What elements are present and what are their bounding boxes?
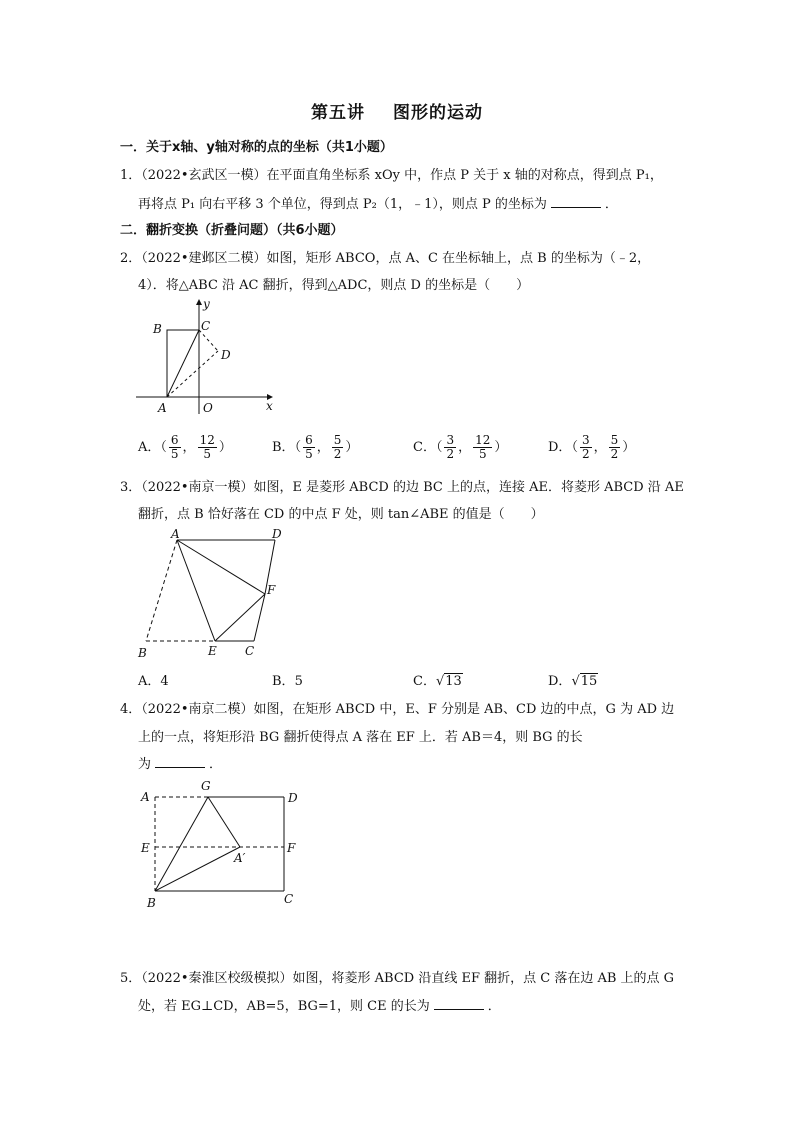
- q1-line1: 1．（2022•玄武区一模）在平面直角坐标系 xOy 中，作点 P 关于 x 轴的对称点，得到点 P₁，: [120, 168, 663, 183]
- q3-label-c: C: [245, 644, 255, 658]
- section-heading-2: 二．翻折变换（折叠问题）（共6小题）: [120, 223, 344, 238]
- q3-option-a-letter: A．: [138, 674, 161, 689]
- q3-label-b: B: [138, 646, 147, 660]
- q2-label-a: A: [158, 401, 167, 415]
- q3-option-b[interactable]: [272, 670, 303, 689]
- q3-segment-ef: [215, 594, 265, 641]
- q4-answer-blank[interactable]: [155, 755, 205, 768]
- q2-option-c[interactable]: C．（ $\frac{3}{2}$ ， $\frac{12}{5}$ ）: [413, 433, 508, 461]
- q2-option-d-letter: D．: [548, 440, 572, 455]
- q4-label-d: D: [288, 791, 298, 805]
- q2-option-c-frac1: $\frac{3}{2}$: [446, 433, 455, 461]
- q2-option-b-letter: B．: [272, 440, 295, 455]
- q2-option-a[interactable]: A．（ $\frac{6}{5}$ ， $\frac{12}{5}$ ）: [138, 433, 232, 461]
- q3-option-d-sqrt: √15: [571, 674, 598, 689]
- q2-label-c: C: [201, 319, 211, 333]
- q4-line3-text: 为: [138, 757, 152, 772]
- q2-label-x: x: [266, 399, 273, 413]
- q2-line2: 4）．将△ABC 沿 AC 翻折，得到△ADC，则点 D 的坐标是（ ）: [138, 278, 530, 293]
- q4-label-e: E: [141, 841, 150, 855]
- q2-option-b-frac1: $\frac{6}{5}$: [305, 433, 313, 461]
- q2-option-a-frac2: $\frac{12}{5}$: [199, 433, 215, 461]
- q3-label-a: A: [171, 527, 180, 541]
- q2-option-d[interactable]: D．（ $\frac{3}{2}$ ， $\frac{5}{2}$ ）: [548, 433, 636, 461]
- q4-label-b: B: [147, 896, 156, 910]
- q2-option-a-letter: A．: [138, 440, 161, 455]
- q4-line3-end: ．: [209, 757, 223, 772]
- q5-line2: [138, 995, 501, 1014]
- q4-figure: [134, 776, 304, 912]
- q4-label-g: G: [201, 779, 211, 793]
- q3-label-d: D: [272, 527, 282, 541]
- q5-line1: 5．（2022•秦淮区校级模拟）如图，将菱形 ABCD 沿直线 EF 翻折，点 C 落在边 AB 上的点 G: [120, 971, 675, 986]
- q1-line2: [138, 193, 618, 212]
- q2-label-o: O: [203, 401, 213, 415]
- q3-option-c-sqrt: √13: [435, 674, 462, 689]
- q3-line2: 翻折，点 B 恰好落在 CD 的中点 F 处，则 tan∠ABE 的值是（ ）: [138, 507, 544, 522]
- q2-segment-cd: [199, 330, 218, 351]
- q2-option-c-frac2: $\frac{12}{5}$: [475, 433, 491, 461]
- q3-option-a[interactable]: [138, 670, 169, 689]
- q2-option-d-frac2: $\frac{5}{2}$: [610, 433, 619, 461]
- q2-segment-ad: [167, 351, 218, 397]
- q4-label-f: F: [287, 841, 296, 855]
- q3-option-d[interactable]: [548, 670, 598, 689]
- q3-option-c[interactable]: [413, 670, 463, 689]
- q2-figure: [130, 296, 290, 416]
- q3-segment-ae: [177, 540, 215, 641]
- q1-line2-text: 再将点 P₁ 向右平移 3 个单位，得到点 P₂（1，﹣1），则点 P 的坐标为: [138, 197, 547, 212]
- q4-label-c: C: [284, 892, 294, 906]
- q2-option-d-frac1: $\frac{3}{2}$: [581, 433, 590, 461]
- q2-option-a-frac1: $\frac{6}{5}$: [170, 433, 179, 461]
- q3-segment-ab-dashed: [146, 540, 177, 641]
- q3-option-b-letter: B．: [272, 674, 295, 689]
- q2-option-b[interactable]: B．（ $\frac{6}{5}$ ， $\frac{5}{2}$ ）: [272, 433, 359, 461]
- q2-option-c-letter: C．: [413, 440, 436, 455]
- q3-option-a-value: 4: [160, 674, 169, 689]
- q5-answer-blank[interactable]: [434, 997, 484, 1010]
- q3-option-d-letter: D．: [548, 674, 572, 689]
- q3-side-fc: [254, 594, 265, 641]
- q4-segment-ga: [208, 797, 240, 847]
- q2-y-arrow: [196, 299, 202, 305]
- q4-line2: 上的一点，将矩形沿 BG 翻折使得点 A 落在 EF 上．若 AB＝4，则 BG 的长: [138, 730, 583, 745]
- q5-line2-text: 处，若 EG⊥CD，AB=5，BG=1，则 CE 的长为: [138, 999, 430, 1014]
- q5-line2-end: ．: [487, 999, 501, 1014]
- q4-label-a: A: [141, 790, 150, 804]
- title-lecture: 第五讲: [311, 103, 365, 123]
- q1-line2-end: ．: [604, 197, 618, 212]
- q2-label-d: D: [221, 348, 231, 362]
- q2-line1: 2．（2022•建邺区二模）如图，矩形 ABCO，点 A、C 在坐标轴上，点 B 的坐标为（﹣2，: [120, 251, 651, 266]
- q3-line1: 3．（2022•南京一模）如图，E 是菱形 ABCD 的边 BC 上的点，连接 AE．将菱形 ABCD 沿 AE: [120, 480, 684, 495]
- q2-label-b: B: [153, 322, 162, 336]
- q4-line1: 4．（2022•南京二模）如图，在矩形 ABCD 中，E、F 分别是 AB、CD 边的中点，G 为 AD 边: [120, 702, 675, 717]
- q3-option-c-letter: C．: [413, 674, 436, 689]
- q3-figure: [133, 526, 293, 664]
- q2-option-b-frac2: $\frac{5}{2}$: [333, 433, 342, 461]
- section-heading-1: 一．关于x轴、y轴对称的点的坐标（共1小题）: [120, 140, 393, 155]
- q3-label-f: F: [267, 583, 276, 597]
- q1-answer-blank[interactable]: [551, 195, 601, 208]
- q2-label-y: y: [203, 297, 210, 311]
- q4-label-a-prime: A′: [234, 851, 246, 865]
- q3-option-b-value: 5: [294, 674, 303, 689]
- q2-segment-ac: [167, 330, 199, 397]
- q3-segment-af: [177, 540, 265, 594]
- q4-line3: [138, 753, 222, 772]
- page-title: [0, 98, 794, 123]
- title-topic: 图形的运动: [393, 103, 483, 123]
- q3-label-e: E: [208, 644, 217, 658]
